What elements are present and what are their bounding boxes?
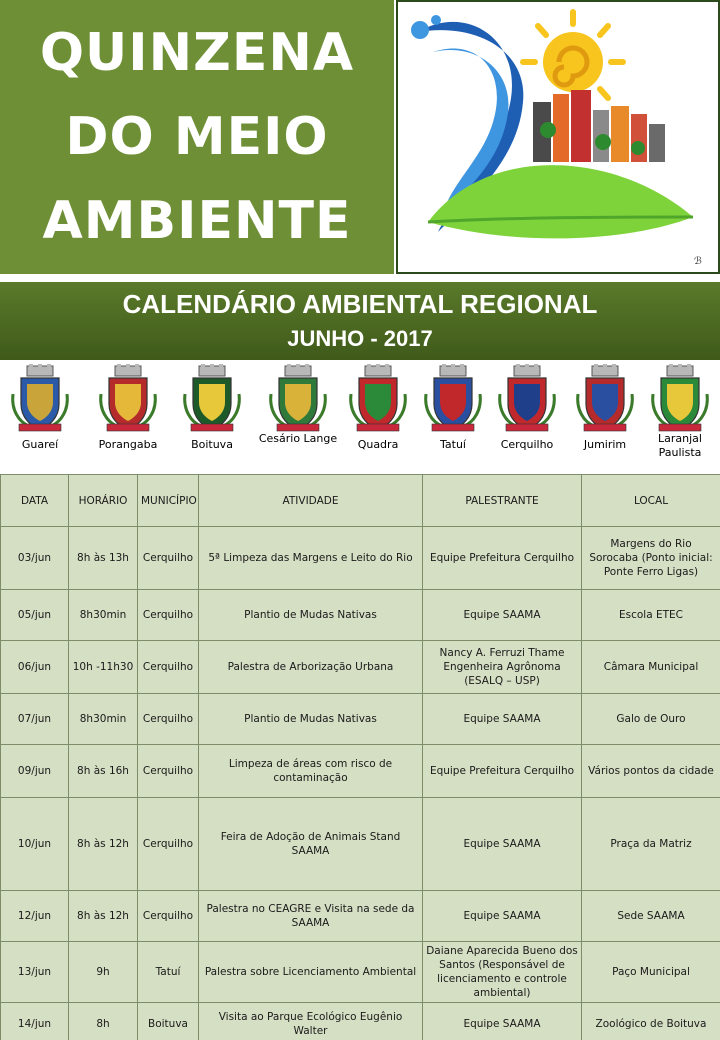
cell-location: Praça da Matriz — [582, 798, 720, 891]
environment-logo — [396, 0, 720, 274]
cell-municipality: Cerquilho — [138, 891, 199, 942]
municipality-crest — [413, 360, 493, 472]
coat-of-arms-icon — [422, 364, 484, 434]
municipality-crest — [565, 360, 645, 472]
municipality-crest — [487, 360, 567, 472]
cell-location: Galo de Ouro — [582, 694, 720, 745]
cell-activity: Visita ao Parque Ecológico Eugênio Walter — [199, 1003, 423, 1040]
municipality-name: Cerquilho — [500, 438, 554, 451]
cell-municipality: Cerquilho — [138, 641, 199, 694]
cell-speaker: Nancy A. Ferruzi Thame Engenheira Agrônoma (ESALQ – USP) — [423, 641, 582, 694]
municipality-crest — [0, 360, 80, 472]
municipality-crest — [258, 360, 338, 472]
cell-speaker: Equipe Prefeitura Cerquilho — [423, 745, 582, 798]
cell-time: 8h às 13h — [69, 527, 138, 590]
cell-municipality: Cerquilho — [138, 798, 199, 891]
cell-time: 10h -11h30 — [69, 641, 138, 694]
cell-time: 8h às 12h — [69, 798, 138, 891]
hero-title-line-1: QUINZENA — [39, 23, 355, 83]
cell-municipality: Boituva — [138, 1003, 199, 1040]
coat-of-arms-icon — [9, 364, 71, 434]
cell-speaker: Daiane Aparecida Bueno dos Santos (Responsável de licenciamento e controle ambiental) — [423, 942, 582, 1003]
cell-date: 10/jun — [1, 798, 69, 891]
table-row — [1, 942, 720, 1003]
cell-speaker: Equipe SAAMA — [423, 590, 582, 641]
cell-location: Zoológico de Boituva — [582, 1003, 720, 1040]
municipality-crests — [0, 360, 720, 472]
table-row — [1, 745, 720, 798]
cell-date: 09/jun — [1, 745, 69, 798]
cell-date: 06/jun — [1, 641, 69, 694]
cell-activity: Palestra sobre Licenciamento Ambiental — [199, 942, 423, 1003]
municipality-crest — [338, 360, 418, 472]
cell-time: 8h30min — [69, 590, 138, 641]
cell-location: Câmara Municipal — [582, 641, 720, 694]
municipality-name: Porangaba — [98, 438, 158, 451]
cell-municipality: Cerquilho — [138, 694, 199, 745]
hero-title-line-2: DO MEIO — [65, 107, 329, 167]
cell-speaker: Equipe Prefeitura Cerquilho — [423, 527, 582, 590]
cell-activity: Plantio de Mudas Nativas — [199, 590, 423, 641]
table-row — [1, 641, 720, 694]
hero-banner — [0, 0, 720, 276]
cell-time: 8h às 16h — [69, 745, 138, 798]
calendar-title: CALENDÁRIO AMBIENTAL REGIONAL — [122, 289, 598, 319]
cell-municipality: Tatuí — [138, 942, 199, 1003]
table-row — [1, 891, 720, 942]
hero-title-line-3: AMBIENTE — [42, 191, 352, 251]
header-municipio: MUNICÍPIO — [138, 475, 199, 527]
cell-time: 9h — [69, 942, 138, 1003]
cell-speaker: Equipe SAAMA — [423, 694, 582, 745]
environment-logo-icon — [398, 2, 718, 272]
header-data: DATA — [1, 475, 69, 527]
municipality-name: Cesário Lange — [258, 432, 338, 445]
coat-of-arms-icon — [97, 364, 159, 434]
cell-speaker: Equipe SAAMA — [423, 1003, 582, 1040]
cell-municipality: Cerquilho — [138, 590, 199, 641]
cell-speaker: Equipe SAAMA — [423, 891, 582, 942]
municipality-crest — [88, 360, 168, 472]
hero-title-panel — [0, 0, 394, 274]
city-buildings-icon — [533, 90, 665, 162]
cell-activity: Plantio de Mudas Nativas — [199, 694, 423, 745]
table-row — [1, 798, 720, 891]
table-row — [1, 590, 720, 641]
calendar-subtitle: JUNHO - 2017 — [287, 326, 433, 351]
municipality-name: Guareí — [21, 438, 59, 451]
cell-date: 14/jun — [1, 1003, 69, 1040]
sun-icon — [523, 12, 623, 98]
cell-location: Vários pontos da cidade — [582, 745, 720, 798]
cell-date: 05/jun — [1, 590, 69, 641]
table-row — [1, 694, 720, 745]
header-palestrante: PALESTRANTE — [423, 475, 582, 527]
table-row — [1, 1003, 720, 1040]
coat-of-arms-icon — [347, 364, 409, 434]
cell-activity: Limpeza de áreas com risco de contaminação — [199, 745, 423, 798]
municipality-name: Laranjal Paulista — [658, 432, 702, 459]
table-row — [1, 527, 720, 590]
cell-speaker: Equipe SAAMA — [423, 798, 582, 891]
cell-date: 13/jun — [1, 942, 69, 1003]
coat-of-arms-icon — [267, 364, 329, 434]
municipality-crest — [640, 360, 720, 472]
header-atividade: ATIVIDADE — [199, 475, 423, 527]
cell-date: 03/jun — [1, 527, 69, 590]
municipality-crest — [172, 360, 252, 472]
cell-activity: Palestra no CEAGRE e Visita na sede da SAAMA — [199, 891, 423, 942]
cell-municipality: Cerquilho — [138, 527, 199, 590]
municipality-name: Jumirim — [583, 438, 627, 451]
cell-time: 8h — [69, 1003, 138, 1040]
cell-location: Sede SAAMA — [582, 891, 720, 942]
cell-date: 07/jun — [1, 694, 69, 745]
calendar-table — [0, 474, 720, 1040]
municipality-name: Boituva — [191, 438, 233, 451]
municipality-name: Tatuí — [440, 438, 466, 451]
cell-location: Paço Municipal — [582, 942, 720, 1003]
cell-activity: Palestra de Arborização Urbana — [199, 641, 423, 694]
cell-time: 8h30min — [69, 694, 138, 745]
cell-date: 12/jun — [1, 891, 69, 942]
coat-of-arms-icon — [181, 364, 243, 434]
cell-municipality: Cerquilho — [138, 745, 199, 798]
table-header-row — [1, 475, 720, 527]
coat-of-arms-icon — [649, 364, 711, 434]
header-local: LOCAL — [582, 475, 720, 527]
cell-location: Escola ETEC — [582, 590, 720, 641]
calendar-header — [0, 282, 720, 360]
cell-activity: Feira de Adoção de Animais Stand SAAMA — [199, 798, 423, 891]
cell-activity: 5ª Limpeza das Margens e Leito do Rio — [199, 527, 423, 590]
header-horario: HORÁRIO — [69, 475, 138, 527]
coat-of-arms-icon — [574, 364, 636, 434]
signature-mark: ℬ — [694, 256, 702, 267]
municipality-name: Quadra — [357, 438, 399, 451]
cell-location: Margens do Rio Sorocaba (Ponto inicial: Ponte Ferro Ligas) — [582, 527, 720, 590]
coat-of-arms-icon — [496, 364, 558, 434]
cell-time: 8h às 12h — [69, 891, 138, 942]
